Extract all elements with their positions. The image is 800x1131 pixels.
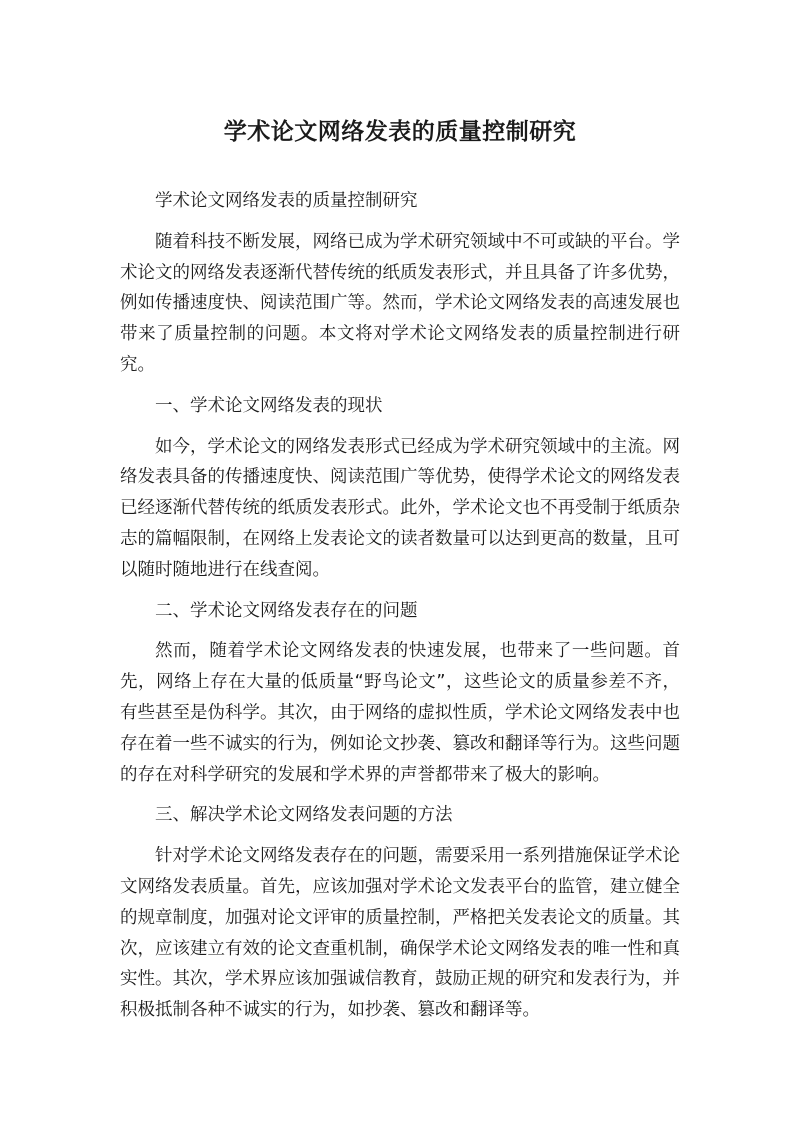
document-body <box>120 186 680 1036</box>
section-paragraph-2: 然而，随着学术论文网络发表的快速发展，也带来了一些问题。首先，网络上存在大量的低质量“野鸟论文”，这些论文的质量参差不齐，有些甚至是伪科学。其次，由于网络的虚拟性质，学术论文网络发表中也存在着一些不诚实的行为，例如论文抄袭、篡改和翻译等行为。这些问题的存在对科学研究的发展和学术界的声誉都带来了极大的影响。 <box>120 641 680 785</box>
section-heading-3: 三、解决学术论文网络发表问题的方法 <box>155 805 453 826</box>
document-subtitle: 学术论文网络发表的质量控制研究 <box>155 191 418 211</box>
section-paragraph-3: 针对学术论文网络发表存在的问题，需要采用一系列措施保证学术论文网络发表质量。首先，应该加强对学术论文发表平台的监管，建立健全的规章制度，加强对论文评审的质量控制，严格把关发表论文的质量。其次，应该建立有效的论文查重机制，确保学术论文网络发表的唯一性和真实性。其次，学术界应该加强诚信教育，鼓励正规的研究和发表行为，并积极抵制各种不诚实的行为，如抄袭、篡改和翻译等。 <box>120 846 680 1021</box>
intro-paragraph: 随着科技不断发展，网络已成为学术研究领域中不可或缺的平台。学术论文的网络发表逐渐代替传统的纸质发表形式，并且具备了许多优势，例如传播速度快、阅读范围广等。然而，学术论文网络发表的高速发展也带来了质量控制的问题。本文将对学术论文网络发表的质量控制进行研究。 <box>120 231 680 375</box>
page-title: 学术论文网络发表的质量控制研究 <box>223 119 577 145</box>
section-paragraph-1: 如今，学术论文的网络发表形式已经成为学术研究领域中的主流。网络发表具备的传播速度快、阅读范围广等优势，使得学术论文的网络发表已经逐渐代替传统的纸质发表形式。此外，学术论文也不再受制于纸质杂志的篇幅限制，在网络上发表论文的读者数量可以达到更高的数量，且可以随时随地进行在线查阅。 <box>120 436 680 580</box>
section-heading-1: 一、学术论文网络发表的现状 <box>155 395 383 416</box>
section-heading-2: 二、学术论文网络发表存在的问题 <box>155 600 418 621</box>
